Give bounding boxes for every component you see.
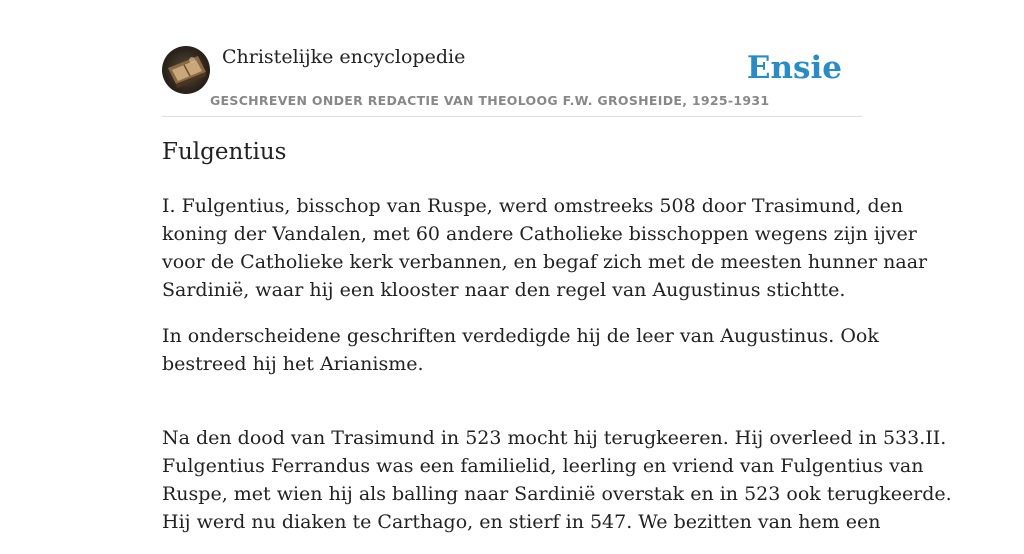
site-name[interactable]: Christelijke encyclopedie — [222, 46, 466, 68]
article-paragraph-2 — [162, 322, 879, 406]
site-logo-image[interactable] — [162, 46, 210, 94]
text-line: Fulgentius Ferrandus was een familielid, leerling en vriend van Fulgentius van — [162, 455, 924, 477]
text-line: I. Fulgentius, bisschop van Ruspe, werd omstreeks 508 door Trasimund, den — [162, 195, 904, 217]
text-line: voor de Catholieke kerk verbannen, en begaf zich met de meesten hunner naar — [162, 251, 928, 273]
text-line: bestreed hij het Arianisme. — [162, 353, 424, 375]
article-title: Fulgentius — [162, 139, 287, 165]
paragraph-spacer — [162, 378, 862, 406]
article-body — [162, 192, 952, 554]
text-line: koning der Vandalen, met 60 andere Catholieke bisschoppen wegens zijn ijver — [162, 223, 917, 245]
text-line: In onderscheidene geschriften verdedigde hij de leer van Augustinus. Ook — [162, 325, 879, 347]
text-line: Sardinië, waar hij een klooster naar den regel van Augustinus stichtte. — [162, 279, 846, 301]
site-header — [162, 46, 862, 117]
book-photo-icon — [162, 46, 210, 94]
site-subtitle: GESCHREVEN ONDER REDACTIE VAN THEOLOOG F.W. GROSHEIDE, 1925-1931 — [210, 93, 770, 108]
text-line: Na den dood van Trasimund in 523 mocht hij terugkeeren. Hij overleed in 533.II. — [162, 427, 947, 449]
article-paragraph-1 — [162, 192, 928, 304]
brand-logo-link[interactable]: Ensie — [746, 50, 842, 86]
text-line: Ruspe, met wien hij als balling naar Sardinië overstak en in 523 ook terugkeerde. — [162, 483, 952, 505]
text-line: Hij werd nu diaken te Carthago, en stierf in 547. We bezitten van hem een — [162, 511, 881, 533]
article-paragraph-3 — [162, 424, 952, 536]
